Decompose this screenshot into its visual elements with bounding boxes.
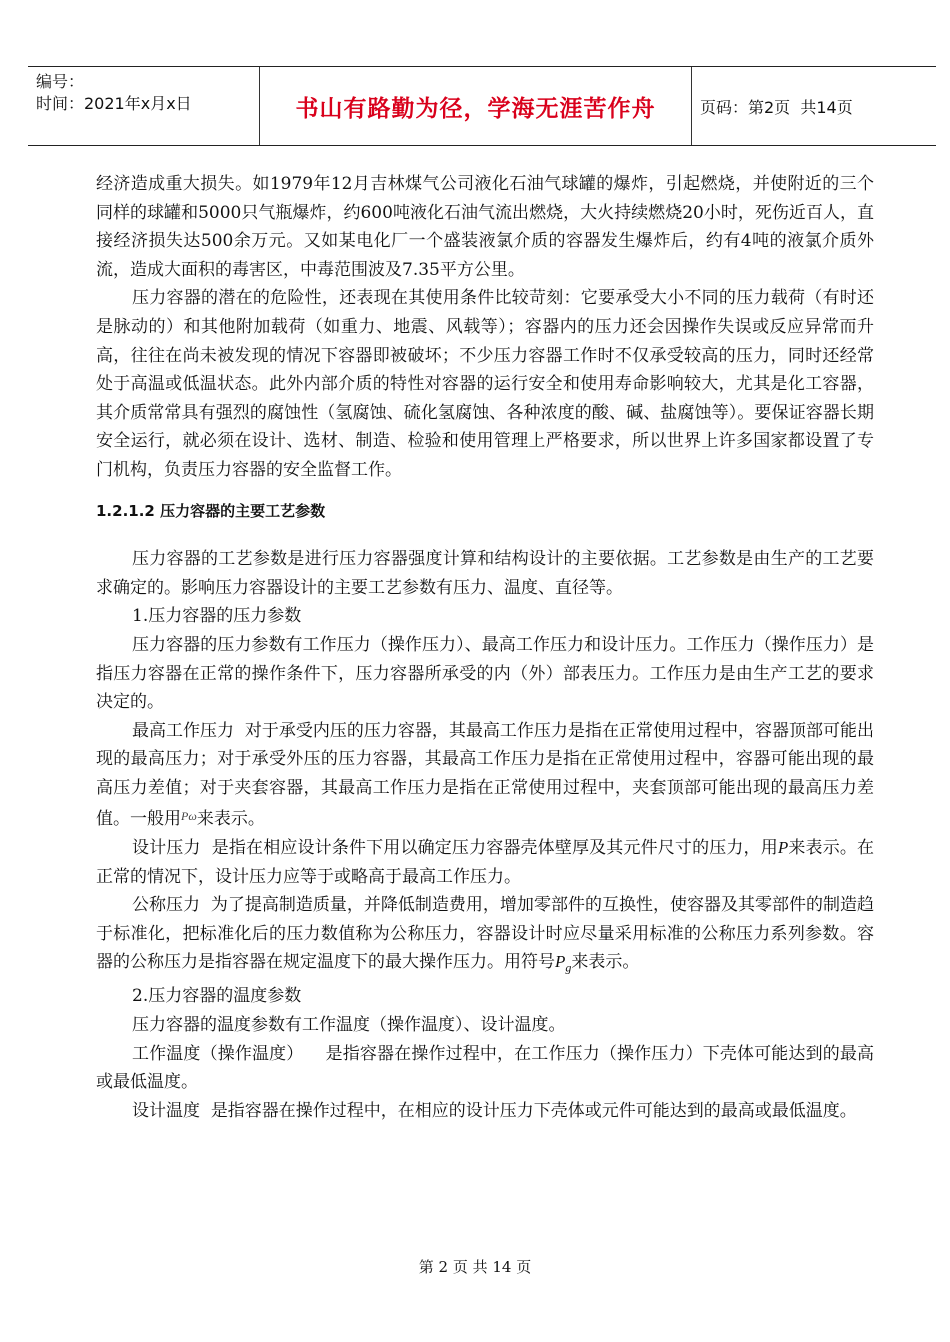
paragraph-text: 对于承受内压的压力容器，其最高工作压力是指在正常使用过程中，容器顶部可能出现的最高压力；对于承受外压的压力容器，其最高工作压力是指在正常使用过程中，容器可能出现的最高压力差值；对于夹套容器，其最高工作压力是指在正常使用过程中，夹套顶部可能出现的最高压力差值。一般用 — [96, 720, 875, 830]
paragraph-text: 为了提高制造质量，并降低制造费用，增加零部件的互换性，使容器及其零部件的制造趋于标准化，把标准化后的压力数值称为公称压力，容器设计时应尽量采用标准的公称压力系列参数。容器的公称压力是指容器在规定温度下的最大操作压力。用符号 — [96, 895, 875, 973]
symbol: Pω — [181, 809, 197, 824]
paragraph-text: 是指在相应设计条件下用以确定压力容器壳体壁厚及其元件尺寸的压力，用 — [211, 838, 778, 859]
term-label: 工作温度（操作温度） — [132, 1043, 304, 1064]
term-label: 设计温度 — [132, 1100, 200, 1121]
page-label: 页码：第2页 共14页 — [700, 97, 853, 117]
header-page-cell — [692, 67, 936, 145]
subheading: 1.压力容器的压力参数 — [132, 606, 302, 627]
paragraph: 压力容器的压力参数有工作压力（操作压力）、最高工作压力和设计压力。工作压力（操作压力）是指压力容器在正常的操作条件下，压力容器所承受的内（外）部表压力。工作压力是由生产工艺的要求决定的。 — [96, 634, 874, 713]
term-label: 公称压力 — [132, 895, 201, 916]
symbol: P — [777, 838, 789, 858]
header-motto-cell — [260, 67, 692, 145]
paragraph-text: 是指容器在操作过程中，在相应的设计压力下壳体或元件可能达到的最高或最低温度。 — [210, 1100, 857, 1121]
subheading: 2.压力容器的温度参数 — [132, 986, 302, 1007]
time-label: 时间：2021年x月x日 — [36, 94, 192, 113]
document-header — [28, 66, 936, 146]
term-label: 最高工作压力 — [132, 720, 235, 741]
paragraph-text: 是指容器在操作过程中，在工作压力（操作压力）下壳体可能达到的最高或最低温度。 — [96, 1043, 874, 1093]
paragraph — [96, 1097, 874, 1126]
paragraph: 经济造成重大损失。如1979年12月吉林煤气公司液化石油气球罐的爆炸，引起燃烧，并使附近的三个同样的球罐和5000只气瓶爆炸，约600吨液化石油气流出燃烧，大火持续燃烧20小时，死伤近百人，直接经济损失达500余万元。又如某电化厂一个盛装液氯介质的容器发生爆炸后，约有4吨的液氯介质外流，造成大面积的毒害区，中毒范围波及7.35平方公里。 — [96, 174, 874, 280]
motto-text: 书山有路勤为径，学海无涯苦作舟 — [295, 95, 656, 122]
section-heading: 1.2.1.2 压力容器的主要工艺参数 — [96, 501, 326, 520]
paragraph: 公称压力 为了提高制造质量，并降低制造费用，增加零部件的互换性，使容器及其零部件的制造趋于标准化，把标准化后的压力数值称为公称压力，容器设计时应尽量采用标准的公称压力系列参数。容器的公称压力是指容器在规定温度下的最大操作压力。用符号$P_g$来表示。 — [96, 895, 875, 975]
number-label: 编号： — [36, 72, 85, 91]
paragraph: 压力容器的温度参数有工作温度（操作温度）、设计温度。 — [132, 1015, 566, 1036]
paragraph — [96, 1040, 874, 1097]
symbol: $P_g$ — [555, 952, 572, 975]
term-label: 设计压力 — [132, 838, 201, 859]
document-body — [96, 170, 874, 1125]
header-meta — [28, 67, 260, 145]
page-footer: 第 2 页 共 14 页 — [418, 1258, 532, 1276]
paragraph: 压力容器的潜在的危险性，还表现在其使用条件比较苛刻：它要承受大小不同的压力载荷（有时还是脉动的）和其他附加载荷（如重力、地震、风载等）；容器内的压力还会因操作失误或反应异常而升高，往往在尚未被发现的情况下容器即被破坏；不少压力容器工作时不仅承受较高的压力，同时还经常处于高温或低温状态。此外内部介质的特性对容器的运行安全和使用寿命影响较大，尤其是化工容器，其介质常常具有强烈的腐蚀性（氢腐蚀、硫化氢腐蚀、各种浓度的酸、碱、盐腐蚀等）。要保证容器长期安全运行，就必须在设计、选材、制造、检验和使用管理上严格要求，所以世界上许多国家都设置了专门机构，负责压力容器的安全监督工作。 — [96, 288, 874, 480]
paragraph: 压力容器的工艺参数是进行压力容器强度计算和结构设计的主要依据。工艺参数是由生产的工艺要求确定的。影响压力容器设计的主要工艺参数有压力、温度、直径等。 — [96, 549, 874, 598]
paragraph: 最高工作压力 对于承受内压的压力容器，其最高工作压力是指在正常使用过程中，容器顶部可能出现的最高压力；对于承受外压的压力容器，其最高工作压力是指在正常使用过程中，容器可能出现的最高压力差值；对于夹套容器，其最高工作压力是指在正常使用过程中，夹套顶部可能出现的最高压力差值。一般用$^{P\omega}$来表示。 — [96, 720, 875, 830]
paragraph: 设计压力 是指在相应设计条件下用以确定压力容器壳体壁厚及其元件尺寸的压力，用P来表示。在正常的情况下，设计压力应等于或略高于最高工作压力。 — [96, 838, 875, 887]
